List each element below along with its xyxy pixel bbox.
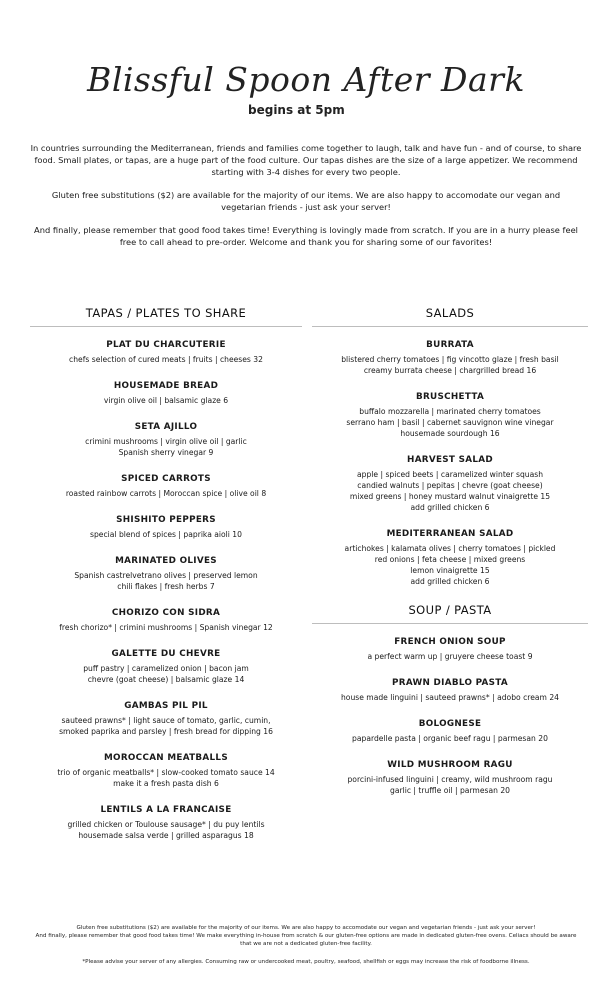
menu-item-description: mixed greens | honey mustard walnut vinaigrette 15 xyxy=(349,492,551,501)
menu-item-description: blistered cherry tomatoes | fig vincotto glaze | fresh basil xyxy=(341,355,559,364)
soup-pasta-heading: SOUP / PASTA xyxy=(312,603,588,624)
menu-item xyxy=(30,381,302,406)
menu-item-description: Spanish sherry vinegar 9 xyxy=(118,448,214,457)
menu-item-description: housemade salsa verde | grilled asparagus 18 xyxy=(78,831,254,840)
menu-item xyxy=(30,515,302,540)
menu-item-name: FRENCH ONION SOUP xyxy=(394,637,506,647)
menu-item-name: SETA AJILLO xyxy=(134,422,198,432)
menu-item-name: GALETTE DU CHEVRE xyxy=(111,649,221,659)
menu-item-description: apple | spiced beets | caramelized winter squash xyxy=(356,470,544,479)
menu-item-name: WILD MUSHROOM RAGU xyxy=(387,760,513,770)
intro-paragraph: Gluten free substitutions ($2) are available for the majority of our items. We are also happy to accomodate our vegan and vegetarian friends - just ask your server! xyxy=(51,190,561,212)
menu-item-description: make it a fresh pasta dish 6 xyxy=(113,779,219,788)
footer-notes xyxy=(30,924,582,966)
menu-item-name: BRUSCHETTA xyxy=(415,392,485,402)
menu-item-description: chefs selection of cured meats | fruits | cheeses 32 xyxy=(69,355,263,364)
menu-item-description: artichokes | kalamata olives | cherry tomatoes | pickled xyxy=(344,544,556,553)
menu-item-description: serrano ham | basil | cabernet sauvignon wine vinegar xyxy=(346,418,554,427)
menu-item-name: PLAT DU CHARCUTERIE xyxy=(106,340,226,350)
menu-item xyxy=(312,529,588,587)
menu-item-description: puff pastry | caramelized onion | bacon jam xyxy=(83,664,249,673)
menu-item-description: lemon vinaigrette 15 xyxy=(410,566,490,575)
menu-subtitle: begins at 5pm xyxy=(248,103,345,117)
menu-item-name: MOROCCAN MEATBALLS xyxy=(104,753,228,763)
menu-item-description: smoked paprika and parsley | fresh bread for dipping 16 xyxy=(59,727,273,736)
menu-item-description: virgin olive oil | balsamic glaze 6 xyxy=(103,396,229,405)
menu-item xyxy=(312,719,588,744)
menu-item xyxy=(30,608,302,633)
menu-item-description: housemade sourdough 16 xyxy=(400,429,500,438)
menu-item-description: chili flakes | fresh herbs 7 xyxy=(117,582,215,591)
menu-item-description: papardelle pasta | organic beef ragu | parmesan 20 xyxy=(352,734,548,743)
menu-item-description: porcini-infused linguini | creamy, wild mushroom ragu xyxy=(347,775,553,784)
menu-item-description: house made linguini | sauteed prawns* | adobo cream 24 xyxy=(340,693,560,702)
menu-item-name: HARVEST SALAD xyxy=(407,455,493,465)
menu-item xyxy=(312,678,588,703)
menu-item xyxy=(312,455,588,513)
menu-item-name: SHISHITO PEPPERS xyxy=(116,515,216,525)
footer-scratch-note: And finally, please remember that good food takes time! We make everything in-house from scratch & our gluten-free options are made in dedicated gluten-free ovens. Celiacs should be aware that we are not a dedicated gluten-free facility. xyxy=(35,933,577,947)
menu-item-description: sauteed prawns* | light sauce of tomato, garlic, cumin, xyxy=(61,716,271,725)
menu-item-name: HOUSEMADE BREAD xyxy=(113,381,219,391)
menu-item-name: PRAWN DIABLO PASTA xyxy=(392,678,508,688)
menu-item-description: trio of organic meatballs* | slow-cooked tomato sauce 14 xyxy=(57,768,275,777)
menu-item xyxy=(312,637,588,662)
menu-item-description: chevre (goat cheese) | balsamic glaze 14 xyxy=(87,675,245,684)
menu-item-name: LENTILS A LA FRANCAISE xyxy=(100,805,232,815)
menu-item-description: creamy burrata cheese | chargrilled bread 16 xyxy=(363,366,537,375)
menu-item-name: GAMBAS PIL PIL xyxy=(124,701,208,711)
menu-item xyxy=(312,760,588,796)
menu-item xyxy=(30,753,302,789)
menu-item xyxy=(30,556,302,592)
menu-item xyxy=(30,701,302,737)
menu-item-name: MARINATED OLIVES xyxy=(115,556,217,566)
footer-allergy-note: *Please advise your server of any allergies. Consuming raw or undercooked meat, poultry, seafood, shellfish or eggs may increase the risk of foodborne illness. xyxy=(82,959,530,965)
menu-item-name: CHORIZO CON SIDRA xyxy=(111,608,221,618)
intro-text xyxy=(30,142,582,259)
intro-paragraph: In countries surrounding the Mediterranean, friends and families come together to laugh, talk and have fun - and of course, to share food. Small plates, or tapas, are a huge part of the food culture. Our tapas dishes are the size of a large appetizer. We recommend starting with 3-4 dishes for every two people. xyxy=(30,143,582,177)
salads-heading: SALADS xyxy=(312,306,588,327)
menu-title: Blissful Spoon After Dark xyxy=(87,60,525,99)
menu-item xyxy=(30,805,302,841)
menu-item xyxy=(30,649,302,685)
menu-item-description: garlic | truffle oil | parmesan 20 xyxy=(390,786,510,795)
menu-item-description: buffalo mozzarella | marinated cherry tomatoes xyxy=(359,407,541,416)
menu-item-description: a perfect warm up | gruyere cheese toast 9 xyxy=(367,652,533,661)
menu-item-description: crimini mushrooms | virgin olive oil | garlic xyxy=(85,437,247,446)
menu-item-description: special blend of spices | paprika aioli 10 xyxy=(90,530,242,539)
menu-item xyxy=(312,392,588,439)
footer-gluten-note: Gluten free substitutions ($2) are available for the majority of our items. We are also happy to accomodate our vegan and vegetarian friends - just ask your server! xyxy=(76,925,536,931)
menu-item xyxy=(30,474,302,499)
menu-item-name: BURRATA xyxy=(426,340,474,350)
menu-item xyxy=(30,422,302,458)
soup-pasta-list xyxy=(312,637,588,796)
menu-item-description: roasted rainbow carrots | Moroccan spice | olive oil 8 xyxy=(65,489,267,498)
right-column xyxy=(312,306,588,812)
menu-item xyxy=(312,340,588,376)
tapas-heading: TAPAS / PLATES TO SHARE xyxy=(30,306,302,327)
menu-item-description: candied walnuts | pepitas | chevre (goat cheese) xyxy=(357,481,543,490)
tapas-list xyxy=(30,340,302,841)
menu-item xyxy=(30,340,302,365)
salads-list xyxy=(312,340,588,587)
tapas-column xyxy=(30,306,302,857)
menu-item-description: Spanish castrelvetrano olives | preserved lemon xyxy=(74,571,258,580)
menu-item-name: MEDITERRANEAN SALAD xyxy=(386,529,514,539)
menu-item-name: BOLOGNESE xyxy=(418,719,482,729)
menu-item-description: fresh chorizo* | crimini mushrooms | Spanish vinegar 12 xyxy=(59,623,273,632)
menu-item-description: grilled chicken or Toulouse sausage* | du puy lentils xyxy=(67,820,265,829)
menu-item-name: SPICED CARROTS xyxy=(121,474,211,484)
intro-paragraph: And finally, please remember that good food takes time! Everything is lovingly made from scratch. If you are in a hurry please feel free to call ahead to pre-order. Welcome and thank you for sharing some of our favorites! xyxy=(34,225,578,247)
menu-item-description: add grilled chicken 6 xyxy=(410,503,490,512)
menu-item-description: red onions | feta cheese | mixed greens xyxy=(374,555,526,564)
menu-item-description: add grilled chicken 6 xyxy=(410,577,490,586)
